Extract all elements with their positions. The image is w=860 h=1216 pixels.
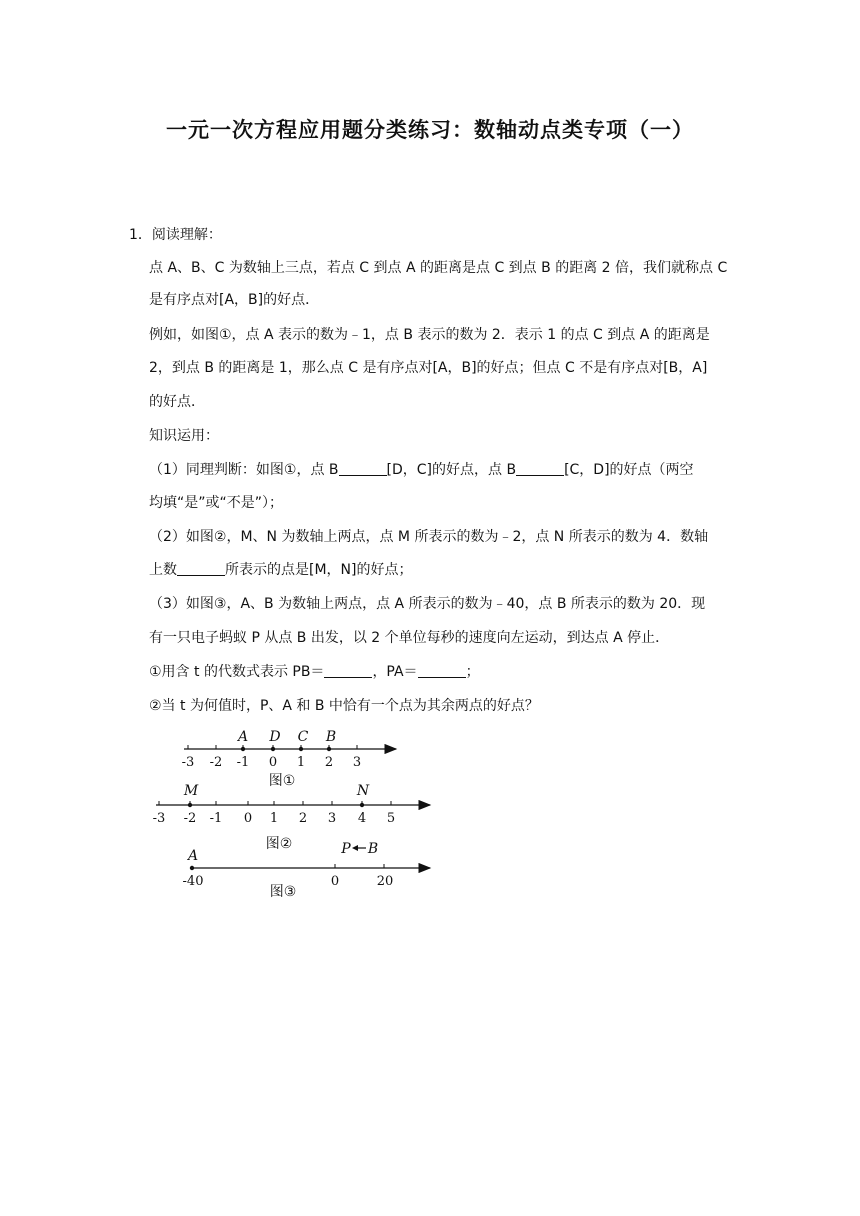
fig3-tick-label: -40 [182, 874, 204, 889]
answer-blank-3[interactable] [177, 561, 225, 576]
question-3-part-1: ①用含 t 的代数式表示 PB＝ ，PA＝ ； [149, 664, 480, 680]
fig1-tick-label: 0 [268, 755, 278, 770]
paragraph-example-line-3: 的好点． [149, 394, 205, 410]
answer-blank-pa[interactable] [418, 663, 466, 678]
fig2-tick-label: -3 [152, 811, 166, 826]
answer-blank-2[interactable] [516, 461, 564, 476]
fig1-label-c: C [297, 729, 309, 745]
fig2-tick-label: -2 [183, 811, 197, 826]
fig1-point-a [241, 747, 245, 751]
knowledge-heading: 知识运用： [149, 428, 219, 444]
paragraph-definition-line-1: 点 A、B、C 为数轴上三点，若点 C 到点 A 的距离是点 C 到点 B 的距离 2 倍，我们就称点 C [149, 260, 728, 276]
fig1-tick-label: -2 [209, 755, 223, 770]
problem-number: 1．阅读理解： [129, 227, 222, 243]
question-1-line-2: 均填“是”或“不是”）； [149, 495, 284, 511]
fig3-label-p: P [341, 841, 351, 857]
fig2-tick-label: 2 [298, 811, 308, 826]
number-line-figures [148, 724, 448, 908]
fig2-tick-label: 3 [327, 811, 337, 826]
answer-blank-pb[interactable] [324, 663, 372, 678]
fig1-tick-label: 2 [324, 755, 334, 770]
fig2-tick-label: -1 [209, 811, 223, 826]
fig2-tick-label: 1 [269, 811, 279, 826]
paragraph-example-line-1: 例如，如图①，点 A 表示的数为﹣1，点 B 表示的数为 2．表示 1 的点 C 到点 A 的距离是 [149, 327, 710, 343]
fig3-left-arrow-icon [352, 845, 366, 851]
document-title: 一元一次方程应用题分类练习：数轴动点类专项（一） [166, 118, 694, 142]
fig1-label-d: D [269, 729, 281, 745]
fig2-tick-label: 5 [386, 811, 396, 826]
fig1-label-b: B [325, 729, 337, 745]
figure-3-number-line [183, 841, 430, 900]
question-3-line-1: （3）如图③，A、B 为数轴上两点，点 A 所表示的数为﹣40，点 B 所表示的数为 20．现 [149, 596, 706, 612]
fig3-label-a: A [187, 848, 199, 864]
fig2-tick-label: 0 [243, 811, 253, 826]
question-1-line-1: （1）同理判断：如图①，点 B [D，C]的好点，点 B [C，D]的好点（两空 [149, 462, 694, 478]
fig3-label-b: B [367, 841, 379, 857]
fig3-tick-label: 0 [330, 874, 340, 889]
fig2-label-m: M [183, 783, 199, 799]
paragraph-example-line-2: 2，到点 B 的距离是 1，那么点 C 是有序点对[A，B]的好点；但点 C 不是有序点对[B，A] [149, 360, 708, 376]
fig3-point-a [190, 866, 194, 870]
fig1-point-b [327, 747, 331, 751]
figure-3-caption: 图③ [269, 884, 297, 900]
figures-svg [148, 724, 448, 904]
question-2-line-2: 上数 所表示的点是[M，N]的好点； [149, 562, 413, 578]
question-2-line-1: （2）如图②，M、N 为数轴上两点，点 M 所表示的数为﹣2，点 N 所表示的数为 4．数轴 [149, 529, 709, 545]
figure-1-caption: 图① [268, 773, 296, 789]
fig2-label-n: N [356, 783, 370, 799]
fig2-point-m [188, 803, 192, 807]
figure-2-caption: 图② [265, 836, 293, 852]
figure-2-number-line [153, 783, 430, 852]
fig3-tick-label: 20 [376, 874, 394, 889]
answer-blank-1[interactable] [339, 461, 387, 476]
fig2-tick-label: 4 [357, 811, 367, 826]
paragraph-definition-line-2: 是有序点对[A，B]的好点． [149, 292, 320, 308]
fig1-tick-label: -1 [236, 755, 250, 770]
question-3-line-2: 有一只电子蚂蚁 P 从点 B 出发，以 2 个单位每秒的速度向左运动，到达点 A 停止． [149, 630, 670, 646]
figure-1-number-line [182, 729, 396, 789]
fig2-point-n [360, 803, 364, 807]
fig1-tick-label: -3 [181, 755, 195, 770]
question-3-part-2: ②当 t 为何值时，P、A 和 B 中恰有一个点为其余两点的好点？ [149, 698, 539, 714]
fig1-label-a: A [237, 729, 249, 745]
fig1-point-d [271, 747, 275, 751]
fig1-tick-label: 3 [352, 755, 362, 770]
fig1-tick-label: 1 [296, 755, 306, 770]
fig1-point-c [299, 747, 303, 751]
